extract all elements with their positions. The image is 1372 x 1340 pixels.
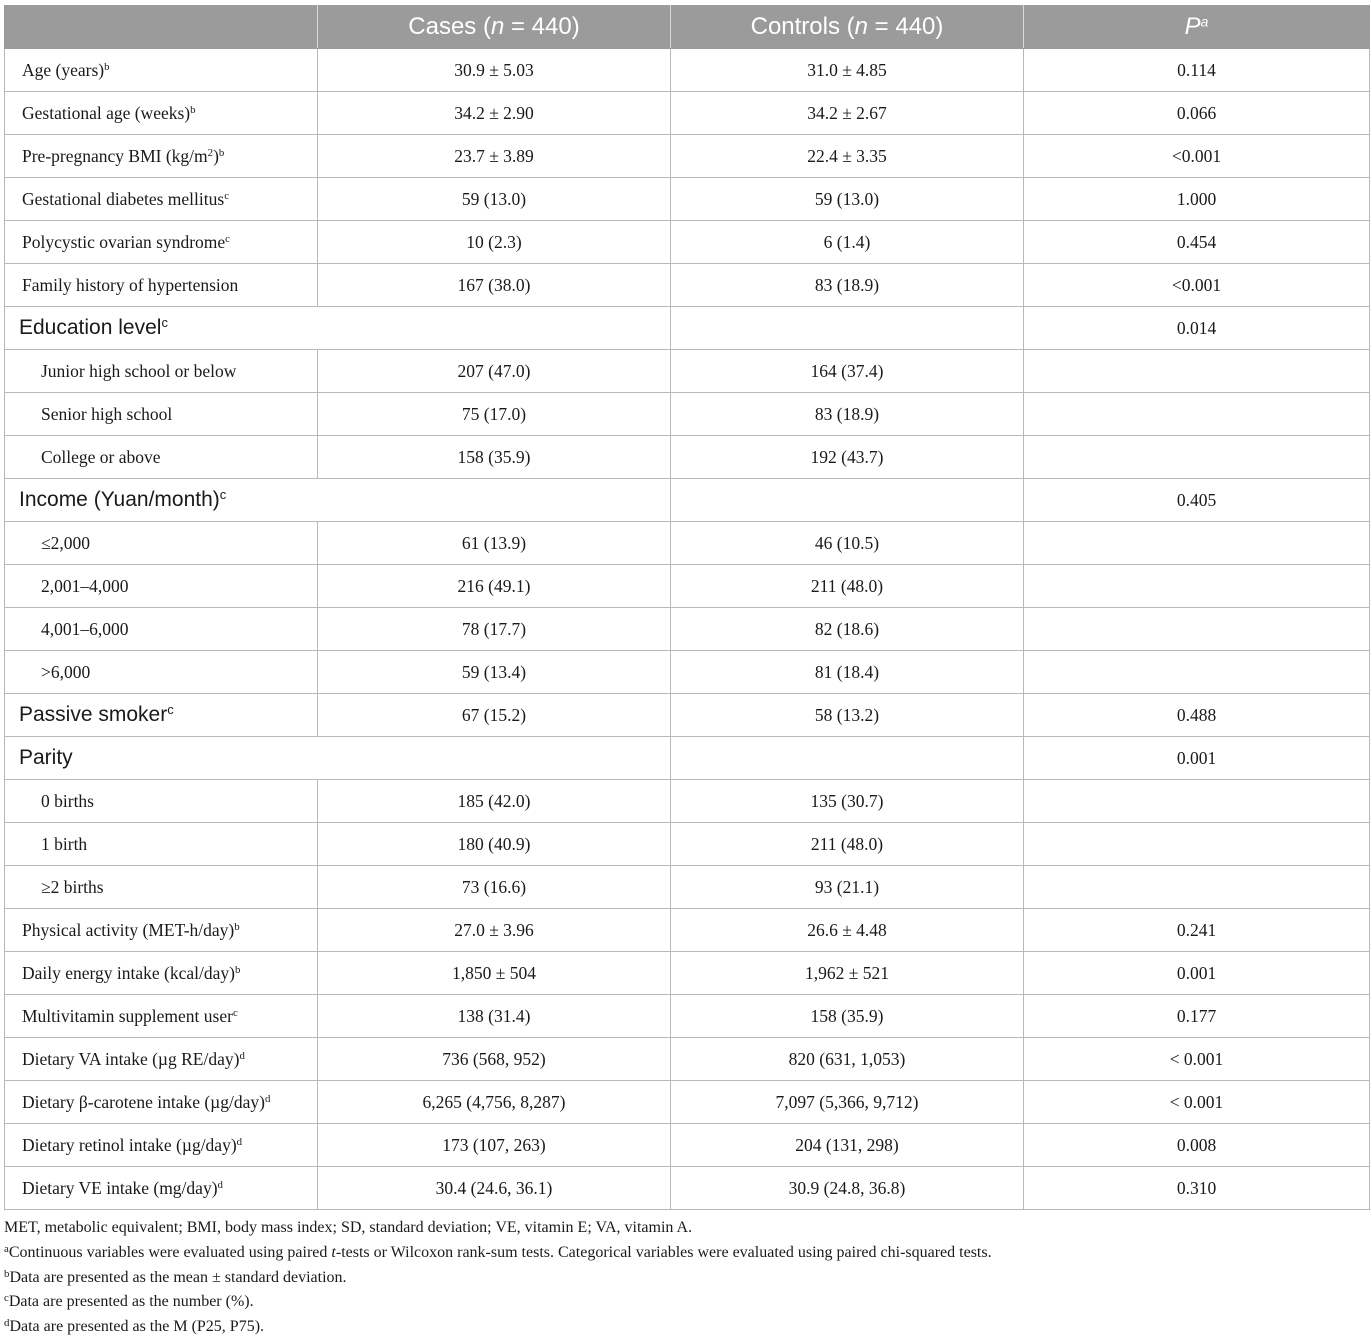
controls-value: 81 (18.4) — [671, 651, 1024, 694]
table-row — [5, 221, 1370, 264]
p-value: 0.454 — [1024, 221, 1370, 264]
controls-value: 204 (131, 298) — [671, 1124, 1024, 1167]
row-label: 4,001–6,000 — [5, 608, 318, 651]
footnote-abbreviations: MET, metabolic equivalent; BMI, body mass index; SD, standard deviation; VE, vitamin E; VA, vitamin A. — [4, 1219, 693, 1236]
controls-value — [671, 737, 1024, 780]
row-label: Dietary VA intake (µg RE/day)$^d$ — [5, 1038, 318, 1081]
cases-value: 173 (107, 263) — [318, 1124, 671, 1167]
cases-value: 75 (17.0) — [318, 393, 671, 436]
controls-value: 1,962 ± 521 — [671, 952, 1024, 995]
table-row — [5, 565, 1370, 608]
table-row — [5, 436, 1370, 479]
p-value — [1024, 780, 1370, 823]
table-row — [5, 178, 1370, 221]
table-row — [5, 823, 1370, 866]
controls-value: 46 (10.5) — [671, 522, 1024, 565]
p-value — [1024, 436, 1370, 479]
controls-value: 820 (631, 1,053) — [671, 1038, 1024, 1081]
p-value: < 0.001 — [1024, 1081, 1370, 1124]
p-value: 0.066 — [1024, 92, 1370, 135]
controls-value: 211 (48.0) — [671, 565, 1024, 608]
cases-value: 10 (2.3) — [318, 221, 671, 264]
section-row-parity — [5, 737, 1370, 780]
cases-value: 30.4 (24.6, 36.1) — [318, 1167, 671, 1210]
cases-value: 59 (13.4) — [318, 651, 671, 694]
p-value — [1024, 866, 1370, 909]
controls-value: 58 (13.2) — [671, 694, 1024, 737]
p-value: 0.008 — [1024, 1124, 1370, 1167]
p-value: 0.488 — [1024, 694, 1370, 737]
table-row — [5, 780, 1370, 823]
p-value — [1024, 823, 1370, 866]
table-row — [5, 995, 1370, 1038]
cases-value: 158 (35.9) — [318, 436, 671, 479]
row-label: Gestational age (weeks)$^b$ — [5, 92, 318, 135]
cases-value: 6,265 (4,756, 8,287) — [318, 1081, 671, 1124]
p-value: <0.001 — [1024, 135, 1370, 178]
p-value: 0.310 — [1024, 1167, 1370, 1210]
row-label: Age (years)$^b$ — [5, 49, 318, 92]
controls-value: 34.2 ± 2.67 — [671, 92, 1024, 135]
table-row — [5, 393, 1370, 436]
controls-value: 135 (30.7) — [671, 780, 1024, 823]
controls-value: 26.6 ± 4.48 — [671, 909, 1024, 952]
cases-value: 78 (17.7) — [318, 608, 671, 651]
controls-value: 59 (13.0) — [671, 178, 1024, 221]
controls-value: 30.9 (24.8, 36.8) — [671, 1167, 1024, 1210]
p-value — [1024, 651, 1370, 694]
table-row — [5, 135, 1370, 178]
row-label: College or above — [5, 436, 318, 479]
controls-value: 158 (35.9) — [671, 995, 1024, 1038]
row-label: Polycystic ovarian syndrome$^c$ — [5, 221, 318, 264]
row-label: Daily energy intake (kcal/day)$^b$ — [5, 952, 318, 995]
row-label: Dietary β-carotene intake $(\mu g/day)^d$ — [5, 1081, 318, 1124]
p-value: 0.114 — [1024, 49, 1370, 92]
p-value — [1024, 522, 1370, 565]
row-label: Dietary VE intake $(mg/day)^d$ — [5, 1167, 318, 1210]
controls-value: 83 (18.9) — [671, 393, 1024, 436]
p-value: <0.001 — [1024, 264, 1370, 307]
cases-value: 736 (568, 952) — [318, 1038, 671, 1081]
cases-value: 207 (47.0) — [318, 350, 671, 393]
table-footnotes — [4, 1216, 1372, 1340]
controls-value: 7,097 (5,366, 9,712) — [671, 1081, 1024, 1124]
row-label: Pre-pregnancy BMI $(kg/m^2)^b$ — [5, 135, 318, 178]
cases-value: 34.2 ± 2.90 — [318, 92, 671, 135]
table-row — [5, 909, 1370, 952]
controls-value: 192 (43.7) — [671, 436, 1024, 479]
header-variable — [5, 6, 318, 49]
controls-value: 164 (37.4) — [671, 350, 1024, 393]
header-row — [5, 6, 1370, 49]
cases-value: 1,850 ± 504 — [318, 952, 671, 995]
row-label: Physical activity $(MET-h/day)^b$ — [5, 909, 318, 952]
table-row — [5, 350, 1370, 393]
table-row — [5, 264, 1370, 307]
section-label: Passive smoker$^c$ — [5, 694, 318, 737]
section-label: Parity — [5, 737, 671, 780]
table-row — [5, 92, 1370, 135]
row-label: Multivitamin supplement user$^c$ — [5, 995, 318, 1038]
table-row — [5, 1167, 1370, 1210]
cases-value: 23.7 ± 3.89 — [318, 135, 671, 178]
cases-value: 138 (31.4) — [318, 995, 671, 1038]
row-label: 2,001–4,000 — [5, 565, 318, 608]
controls-value: 31.0 ± 4.85 — [671, 49, 1024, 92]
section-label: Education level$^c$ — [5, 307, 671, 350]
p-value: 0.177 — [1024, 995, 1370, 1038]
cases-value: 73 (16.6) — [318, 866, 671, 909]
header-controls: Controls (n = 440) — [671, 6, 1024, 49]
section-label: Income (Yuan/month)$^c$ — [5, 479, 671, 522]
row-label: 1 birth — [5, 823, 318, 866]
controls-value: 83 (18.9) — [671, 264, 1024, 307]
footnote-c: $^c$Data are presented as the number (%). — [4, 1292, 254, 1311]
cases-value: 67 (15.2) — [318, 694, 671, 737]
p-value — [1024, 608, 1370, 651]
footnote-d: $^d$Data are presented as the M (P25, P75). — [4, 1317, 265, 1336]
section-row-education — [5, 307, 1370, 350]
table-row — [5, 651, 1370, 694]
p-value: 0.001 — [1024, 737, 1370, 780]
cases-value: 180 (40.9) — [318, 823, 671, 866]
row-label: Junior high school or below — [5, 350, 318, 393]
controls-value — [671, 479, 1024, 522]
cases-value: 185 (42.0) — [318, 780, 671, 823]
p-value: < 0.001 — [1024, 1038, 1370, 1081]
controls-value — [671, 307, 1024, 350]
section-row-income — [5, 479, 1370, 522]
p-value — [1024, 565, 1370, 608]
header-p-value: $P^a$ — [1024, 6, 1370, 49]
row-label: 0 births — [5, 780, 318, 823]
controls-value: 93 (21.1) — [671, 866, 1024, 909]
p-value: 0.001 — [1024, 952, 1370, 995]
row-label: ≤2,000 — [5, 522, 318, 565]
p-value: 1.000 — [1024, 178, 1370, 221]
table-row — [5, 952, 1370, 995]
cases-value: 59 (13.0) — [318, 178, 671, 221]
row-label: Gestational diabetes mellitus$^c$ — [5, 178, 318, 221]
p-value: 0.241 — [1024, 909, 1370, 952]
table-row — [5, 866, 1370, 909]
row-label: >6,000 — [5, 651, 318, 694]
p-value — [1024, 350, 1370, 393]
row-label: Dietary retinol intake $(\mu g/day)^d$ — [5, 1124, 318, 1167]
cases-value: 27.0 ± 3.96 — [318, 909, 671, 952]
controls-value: 6 (1.4) — [671, 221, 1024, 264]
cases-value: 167 (38.0) — [318, 264, 671, 307]
table-row — [5, 608, 1370, 651]
p-value — [1024, 393, 1370, 436]
controls-value: 211 (48.0) — [671, 823, 1024, 866]
table-row — [5, 1038, 1370, 1081]
table-row — [5, 49, 1370, 92]
footnote-b: $^b$Data are presented as the mean ± standard deviation. — [4, 1267, 347, 1286]
p-value: 0.014 — [1024, 307, 1370, 350]
row-label: Family history of hypertension — [5, 264, 318, 307]
table-row — [5, 1124, 1370, 1167]
cases-value: 61 (13.9) — [318, 522, 671, 565]
header-cases: Cases (n = 440) — [318, 6, 671, 49]
row-label: Senior high school — [5, 393, 318, 436]
controls-value: 82 (18.6) — [671, 608, 1024, 651]
cases-value: 216 (49.1) — [318, 565, 671, 608]
p-value: 0.405 — [1024, 479, 1370, 522]
footnote-a: $^a$Continuous variables were evaluated using paired t-tests or Wilcoxon rank-sum tests. Categorical variables were evaluated using paired chi-squared tests. — [4, 1242, 992, 1261]
table-row — [5, 1081, 1370, 1124]
characteristics-table — [4, 5, 1370, 1210]
section-row-smoker — [5, 694, 1370, 737]
table-row — [5, 522, 1370, 565]
cases-value: 30.9 ± 5.03 — [318, 49, 671, 92]
row-label: ≥2 births — [5, 866, 318, 909]
controls-value: 22.4 ± 3.35 — [671, 135, 1024, 178]
